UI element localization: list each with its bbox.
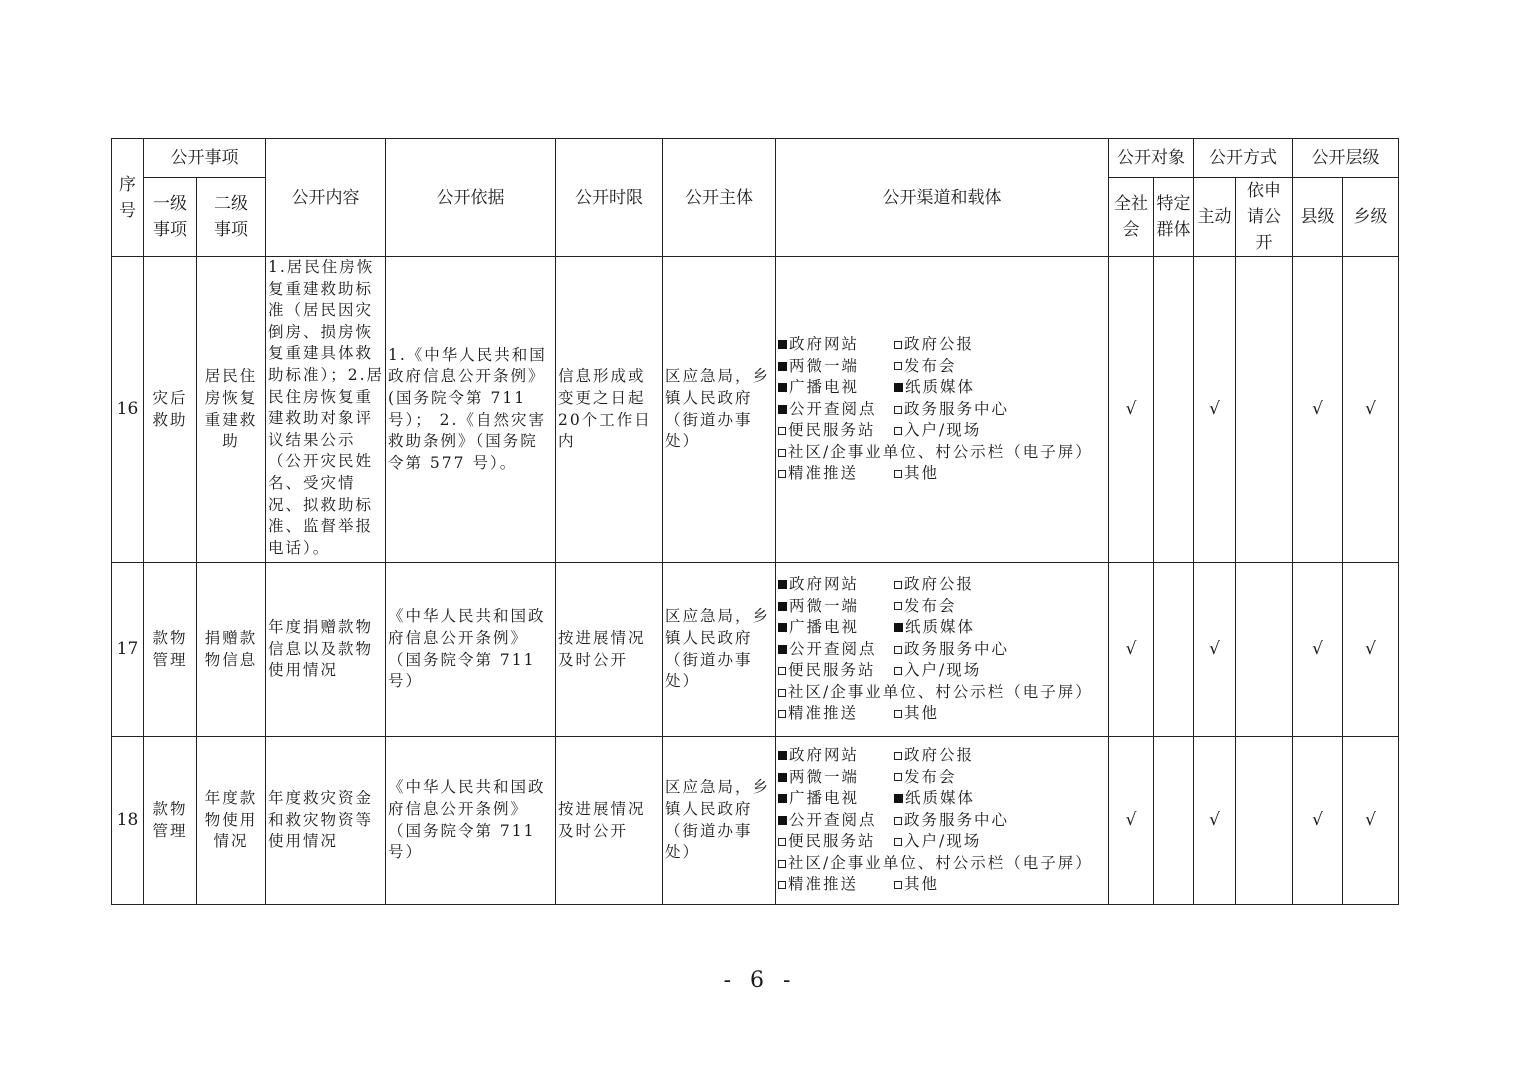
header-audience-all: 全社会 xyxy=(1109,178,1154,257)
channel-label: 广播电视 xyxy=(789,378,860,397)
channel-option xyxy=(894,639,1009,661)
unchecked-box-icon xyxy=(894,881,902,889)
unchecked-box-icon xyxy=(778,689,786,697)
header-seq: 序号 xyxy=(112,139,144,257)
row-content: 年度救灾资金和救灾物资等使用情况 xyxy=(266,737,386,905)
channel-option xyxy=(778,399,894,421)
row-mode-request xyxy=(1236,257,1293,563)
channel-label: 发布会 xyxy=(904,356,957,375)
unchecked-box-icon xyxy=(894,752,902,760)
channel-option xyxy=(778,831,894,853)
channel-label: 便民服务站 xyxy=(788,832,876,851)
row-level-township: √ xyxy=(1343,737,1399,905)
channel-label: 社区/企事业单位、村公示栏（电子屏） xyxy=(788,853,1093,872)
checked-box-icon xyxy=(778,623,787,632)
row-audience-specific xyxy=(1154,563,1194,737)
row-mode-active: √ xyxy=(1194,563,1236,737)
channel-option xyxy=(894,377,975,399)
channel-label: 入户/现场 xyxy=(904,661,982,680)
header-mode-request: 依申请公开 xyxy=(1236,178,1293,257)
header-mode-active: 主动 xyxy=(1194,178,1236,257)
channel-label: 政府网站 xyxy=(789,574,860,593)
unchecked-box-icon xyxy=(894,646,902,654)
row-subject: 区应急局，乡镇人民政府（街道办事处） xyxy=(663,257,776,563)
header-subject: 公开主体 xyxy=(663,139,776,257)
checked-box-icon xyxy=(778,405,787,414)
header-mode-group: 公开方式 xyxy=(1194,139,1293,178)
channel-option xyxy=(778,596,894,618)
row-basis: 《中华人民共和国政府信息公开条例》（国务院令第 711 号） xyxy=(386,563,556,737)
checked-box-icon xyxy=(778,580,787,589)
row-seq: 17 xyxy=(112,563,144,737)
checked-box-icon xyxy=(778,362,787,371)
channel-row xyxy=(778,574,1108,596)
unchecked-box-icon xyxy=(894,667,902,675)
channel-row xyxy=(778,596,1108,618)
channel-option xyxy=(894,745,974,767)
channel-label: 公开查阅点 xyxy=(789,399,877,418)
channel-label: 发布会 xyxy=(904,596,957,615)
row-audience-all: √ xyxy=(1109,257,1154,563)
unchecked-box-icon xyxy=(894,581,902,589)
channel-label: 政务服务中心 xyxy=(904,639,1010,658)
header-item-group: 公开事项 xyxy=(144,139,266,178)
row-basis: 《中华人民共和国政府信息公开条例》（国务院令第 711 号） xyxy=(386,737,556,905)
row-subject: 区应急局，乡镇人民政府（街道办事处） xyxy=(663,563,776,737)
channel-option xyxy=(778,617,894,639)
checked-box-icon xyxy=(894,383,903,392)
channel-row xyxy=(778,682,1108,704)
row-time-limit: 信息形成或变更之日起20个工作日内 xyxy=(556,257,663,563)
channel-option xyxy=(778,574,894,596)
row-level-county: √ xyxy=(1293,257,1343,563)
channel-option xyxy=(778,356,894,378)
header-basis: 公开依据 xyxy=(386,139,556,257)
header-audience-group: 公开对象 xyxy=(1109,139,1194,178)
unchecked-box-icon xyxy=(894,817,902,825)
channel-option xyxy=(778,334,894,356)
row-channels xyxy=(776,737,1109,905)
checked-box-icon xyxy=(778,383,787,392)
header-level-county: 县级 xyxy=(1293,178,1343,257)
channel-label: 其他 xyxy=(904,704,940,723)
channel-label: 精准推送 xyxy=(788,704,859,723)
channel-label: 政府网站 xyxy=(789,745,860,764)
checked-box-icon xyxy=(894,623,903,632)
row-level-county: √ xyxy=(1293,737,1343,905)
channel-option xyxy=(894,356,957,378)
channel-label: 政务服务中心 xyxy=(904,399,1010,418)
channel-label: 社区/企事业单位、村公示栏（电子屏） xyxy=(788,682,1093,701)
channel-row xyxy=(778,831,1108,853)
channel-label: 便民服务站 xyxy=(788,421,876,440)
channel-label: 其他 xyxy=(904,875,940,894)
channel-option xyxy=(778,874,894,896)
row-mode-request xyxy=(1236,563,1293,737)
channel-option xyxy=(894,399,1009,421)
channel-label: 政府公报 xyxy=(904,745,975,764)
unchecked-box-icon xyxy=(894,406,902,414)
channel-option xyxy=(778,442,1093,464)
channel-row xyxy=(778,788,1108,810)
unchecked-box-icon xyxy=(894,602,902,610)
row-mode-request xyxy=(1236,737,1293,905)
channel-label: 入户/现场 xyxy=(904,421,982,440)
unchecked-box-icon xyxy=(778,860,786,868)
unchecked-box-icon xyxy=(894,341,902,349)
unchecked-box-icon xyxy=(778,470,786,478)
header-content: 公开内容 xyxy=(266,139,386,257)
header-level2: 二级事项 xyxy=(197,178,266,257)
channel-option xyxy=(778,682,1093,704)
channel-option xyxy=(778,788,894,810)
disclosure-table xyxy=(111,138,1399,905)
channel-label: 发布会 xyxy=(904,767,957,786)
channel-option xyxy=(778,703,894,725)
channel-row xyxy=(778,639,1108,661)
channel-row xyxy=(778,463,1108,485)
unchecked-box-icon xyxy=(778,667,786,675)
unchecked-box-icon xyxy=(778,881,786,889)
channel-label: 政府网站 xyxy=(789,334,860,353)
channel-option xyxy=(894,420,981,442)
channel-option xyxy=(894,463,939,485)
channel-option xyxy=(894,767,957,789)
channel-row xyxy=(778,745,1108,767)
channel-row xyxy=(778,377,1108,399)
checked-box-icon xyxy=(778,645,787,654)
channel-label: 公开查阅点 xyxy=(789,639,877,658)
channel-row xyxy=(778,442,1108,464)
row-level-county: √ xyxy=(1293,563,1343,737)
channel-label: 广播电视 xyxy=(789,618,860,637)
channel-option xyxy=(894,831,981,853)
table-row xyxy=(112,563,1399,737)
channel-row xyxy=(778,617,1108,639)
channel-option xyxy=(778,639,894,661)
row-level2: 居民住房恢复重建救助 xyxy=(197,257,266,563)
channel-option xyxy=(894,788,975,810)
channel-option xyxy=(778,853,1093,875)
row-audience-specific xyxy=(1154,737,1194,905)
checked-box-icon xyxy=(778,773,787,782)
row-content: 年度捐赠款物信息以及款物使用情况 xyxy=(266,563,386,737)
row-audience-all: √ xyxy=(1109,737,1154,905)
checked-box-icon xyxy=(778,340,787,349)
channel-label: 政府公报 xyxy=(904,574,975,593)
channel-label: 纸质媒体 xyxy=(905,378,976,397)
channel-row xyxy=(778,334,1108,356)
channel-option xyxy=(894,703,939,725)
unchecked-box-icon xyxy=(778,710,786,718)
header-channels: 公开渠道和载体 xyxy=(776,139,1109,257)
channel-label: 政务服务中心 xyxy=(904,810,1010,829)
unchecked-box-icon xyxy=(894,773,902,781)
row-audience-specific xyxy=(1154,257,1194,563)
unchecked-box-icon xyxy=(894,470,902,478)
checked-box-icon xyxy=(778,751,787,760)
row-level1: 款物管理 xyxy=(144,737,197,905)
table-row xyxy=(112,257,1399,563)
channel-option xyxy=(894,574,974,596)
row-seq: 16 xyxy=(112,257,144,563)
channel-option xyxy=(778,660,894,682)
row-level-township: √ xyxy=(1343,257,1399,563)
channel-option xyxy=(894,660,981,682)
row-mode-active: √ xyxy=(1194,257,1236,563)
channel-option xyxy=(778,745,894,767)
channel-label: 纸质媒体 xyxy=(905,789,976,808)
channel-option xyxy=(778,420,894,442)
table-row xyxy=(112,737,1399,905)
channel-option xyxy=(778,767,894,789)
channel-row xyxy=(778,810,1108,832)
channel-row xyxy=(778,767,1108,789)
row-level1: 灾后救助 xyxy=(144,257,197,563)
checked-box-icon xyxy=(778,794,787,803)
channel-label: 精准推送 xyxy=(788,875,859,894)
channel-label: 两微一端 xyxy=(789,767,860,786)
channel-label: 两微一端 xyxy=(789,356,860,375)
channel-option xyxy=(778,377,894,399)
checked-box-icon xyxy=(778,816,787,825)
unchecked-box-icon xyxy=(778,427,786,435)
channel-label: 纸质媒体 xyxy=(905,618,976,637)
channel-label: 其他 xyxy=(904,464,940,483)
unchecked-box-icon xyxy=(894,838,902,846)
row-time-limit: 按进展情况及时公开 xyxy=(556,563,663,737)
channel-label: 精准推送 xyxy=(788,464,859,483)
unchecked-box-icon xyxy=(778,838,786,846)
row-level-township: √ xyxy=(1343,563,1399,737)
channel-label: 入户/现场 xyxy=(904,832,982,851)
checked-box-icon xyxy=(894,794,903,803)
channel-option xyxy=(894,874,939,896)
unchecked-box-icon xyxy=(894,427,902,435)
channel-option xyxy=(894,596,957,618)
header-level-township: 乡级 xyxy=(1343,178,1399,257)
header-time-limit: 公开时限 xyxy=(556,139,663,257)
channel-option xyxy=(778,810,894,832)
channel-option xyxy=(894,617,975,639)
row-content: 1.居民住房恢复重建救助标准（居民因灾倒房、损房恢复重建具体救助标准）；2.居民住房恢复重建救助对象评议结果公示（公开灾民姓名、受灾情况、拟救助标准、监督举报电话）。 xyxy=(266,257,386,563)
row-seq: 18 xyxy=(112,737,144,905)
channel-label: 政府公报 xyxy=(904,334,975,353)
channel-option xyxy=(778,463,894,485)
page-number: - 6 - xyxy=(723,968,797,993)
channel-row xyxy=(778,853,1108,875)
unchecked-box-icon xyxy=(894,710,902,718)
channel-row xyxy=(778,420,1108,442)
row-level2: 年度款物使用情况 xyxy=(197,737,266,905)
header-audience-specific: 特定群体 xyxy=(1154,178,1194,257)
row-level1: 款物管理 xyxy=(144,563,197,737)
row-subject: 区应急局，乡镇人民政府（街道办事处） xyxy=(663,737,776,905)
row-basis: 1.《中华人民共和国政府信息公开条例》(国务院令第 711 号）； 2.《自然灾害救助条例》（国务院令第 577 号）。 xyxy=(386,257,556,563)
channel-label: 公开查阅点 xyxy=(789,810,877,829)
header-level-group: 公开层级 xyxy=(1293,139,1399,178)
channel-label: 广播电视 xyxy=(789,789,860,808)
channel-row xyxy=(778,874,1108,896)
row-level2: 捐赠款物信息 xyxy=(197,563,266,737)
header-level1: 一级事项 xyxy=(144,178,197,257)
row-audience-all: √ xyxy=(1109,563,1154,737)
channel-row xyxy=(778,703,1108,725)
row-channels xyxy=(776,563,1109,737)
channel-row xyxy=(778,356,1108,378)
channel-option xyxy=(894,334,974,356)
channel-option xyxy=(894,810,1009,832)
channel-row xyxy=(778,399,1108,421)
row-time-limit: 按进展情况及时公开 xyxy=(556,737,663,905)
unchecked-box-icon xyxy=(778,449,786,457)
unchecked-box-icon xyxy=(894,362,902,370)
channel-label: 社区/企事业单位、村公示栏（电子屏） xyxy=(788,442,1093,461)
channel-row xyxy=(778,660,1108,682)
row-mode-active: √ xyxy=(1194,737,1236,905)
row-channels xyxy=(776,257,1109,563)
channel-label: 便民服务站 xyxy=(788,661,876,680)
channel-label: 两微一端 xyxy=(789,596,860,615)
checked-box-icon xyxy=(778,602,787,611)
